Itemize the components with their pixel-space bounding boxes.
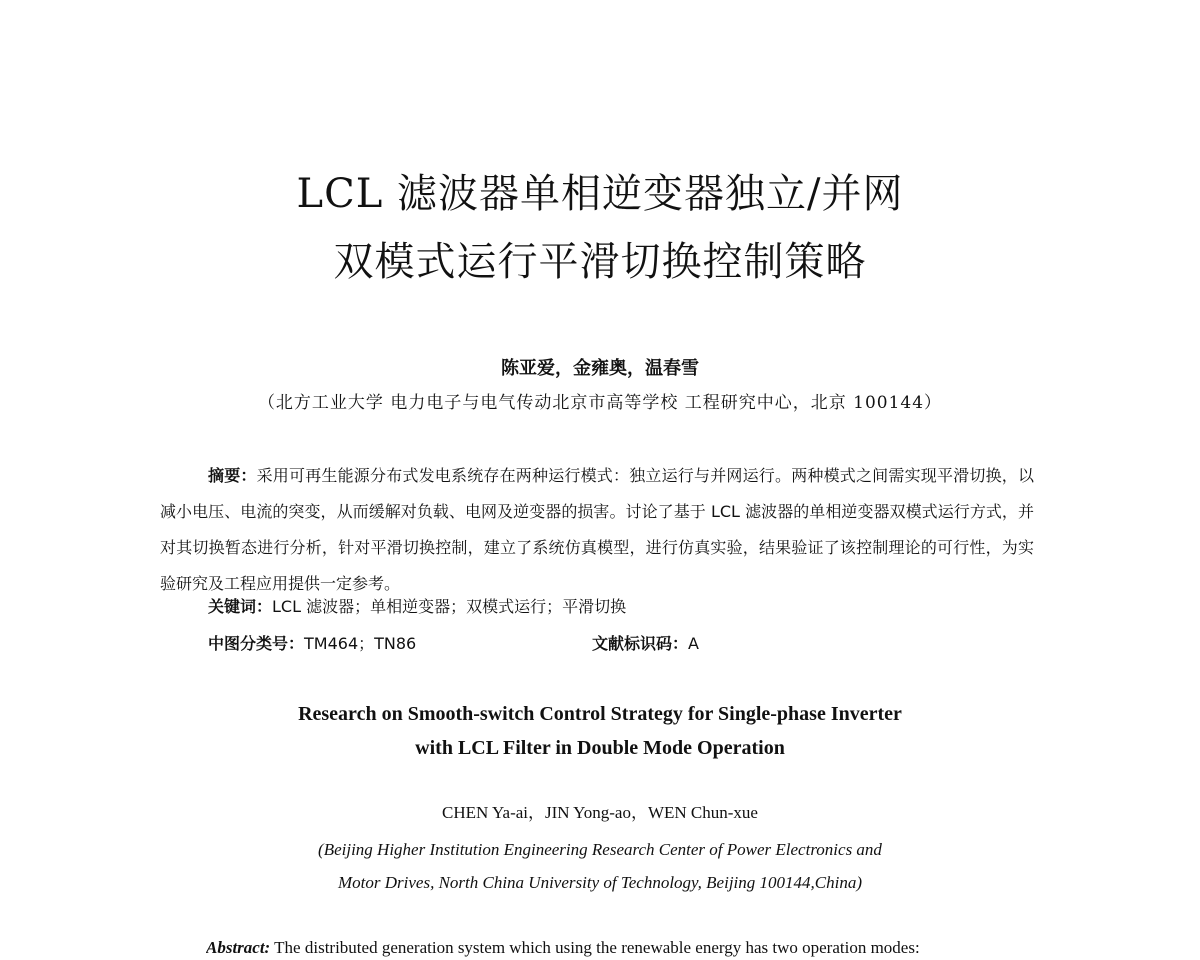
- chinese-keywords-label: 关键词：: [208, 597, 273, 616]
- english-authors: CHEN Ya-ai，JIN Yong-ao，WEN Chun-xue: [442, 803, 758, 822]
- classification-label: 中图分类号：: [208, 634, 305, 653]
- english-affiliation-line-1: (Beijing Higher Institution Engineering Research Center of Power Electronics and: [318, 840, 882, 859]
- classification-number: [208, 631, 416, 657]
- document-code-label: 文献标识码：: [592, 634, 689, 653]
- classification-value: TM464；TN86: [304, 634, 417, 653]
- chinese-abstract-text: 采用可再生能源分布式发电系统存在两种运行模式：独立运行与并网运行。两种模式之间需实现平滑切换，以减小电压、电流的突变，从而缓解对负载、电网及逆变器的损害。讨论了基于 LCL 滤波器的单相逆变器双模式运行方式，并对其切换暂态进行分析，针对平滑切换控制，建立了系统仿真模型，进行仿真实验，结果验证了该控制理论的可行性，为实验研究及工程应用提供一定参考。: [160, 466, 1034, 593]
- english-title-line-2: with LCL Filter in Double Mode Operation: [415, 737, 785, 759]
- chinese-keywords-text: LCL 滤波器；单相逆变器；双模式运行；平滑切换: [272, 597, 627, 616]
- english-affiliation-line-2: Motor Drives, North China University of Technology, Beijing 100144,China): [338, 873, 862, 892]
- english-abstract-text: The distributed generation system which using the renewable energy has two operation modes:: [270, 938, 920, 957]
- chinese-abstract-label: 摘要：: [208, 466, 257, 485]
- chinese-abstract: [160, 458, 1034, 602]
- english-abstract: [206, 936, 1036, 960]
- chinese-title-line-1: LCL 滤波器单相逆变器独立/并网: [296, 171, 904, 217]
- chinese-affiliation: （北方工业大学 电力电子与电气传动北京市高等学校 工程研究中心，北京 100144）: [257, 393, 943, 413]
- chinese-title-line-2: 双模式运行平滑切换控制策略: [333, 239, 867, 285]
- chinese-keywords: [208, 594, 1028, 620]
- chinese-authors: 陈亚爱，金雍奥，温春雪: [501, 358, 699, 379]
- document-code-value: A: [688, 634, 699, 653]
- english-title-line-1: Research on Smooth-switch Control Strategy for Single-phase Inverter: [298, 703, 902, 725]
- document-code: [592, 631, 699, 657]
- english-abstract-label: Abstract:: [206, 938, 271, 957]
